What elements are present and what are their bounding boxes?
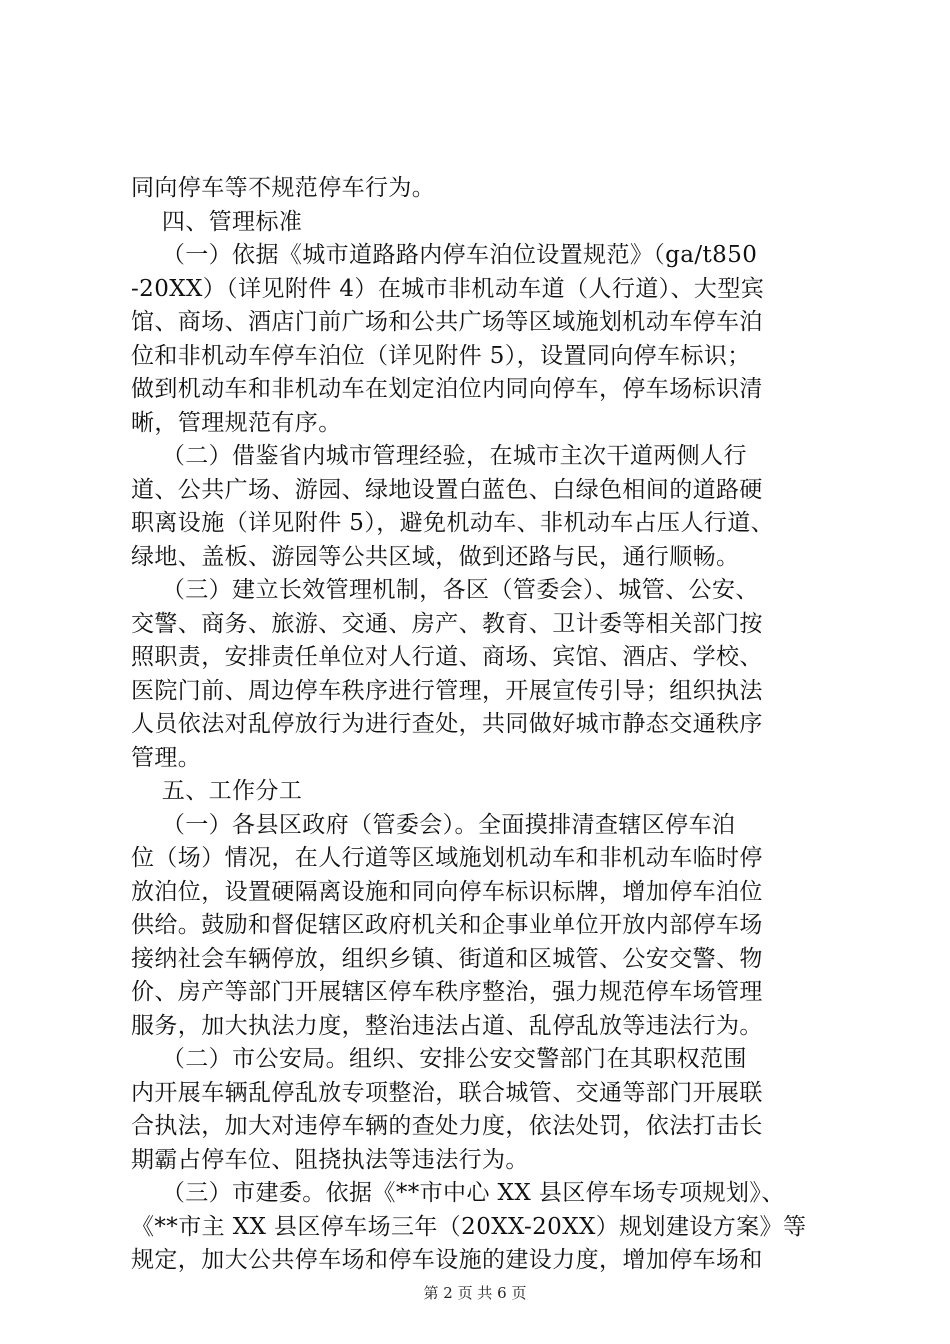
text-line: 供给。鼓励和督促辖区政府机关和企事业单位开放内部停车场 bbox=[131, 912, 763, 938]
text-line: 馆、商场、酒店门前广场和公共广场等区域施划机动车停车泊 bbox=[131, 309, 763, 335]
text-line: 绿地、盖板、游园等公共区域，做到还路与民，通行顺畅。 bbox=[131, 543, 740, 570]
text-line: 服务，加大执法力度，整治违法占道、乱停乱放等违法行为。 bbox=[131, 1012, 763, 1039]
text-line: （一）依据《城市道路路内停车泊位设置规范》（ga/t850 bbox=[131, 242, 758, 268]
text-line: -20XX）（详见附件 4）在城市非机动车道（人行道）、大型宾 bbox=[131, 275, 765, 302]
text-line: 合执法，加大对违停车辆的查处力度，依法处罚，依法打击长 bbox=[131, 1113, 763, 1139]
text-line: 位和非机动车停车泊位（详见附件 5），设置同向停车标识； bbox=[131, 342, 751, 369]
text-line: 放泊位，设置硬隔离设施和同向停车标识标牌，增加停车泊位 bbox=[131, 878, 763, 905]
text-line: （三）市建委。依据《**市中心 XX 县区停车场专项规划》、 bbox=[131, 1180, 785, 1206]
text-line: （三）建立长效管理机制，各区（管委会）、城管、公安、 bbox=[131, 577, 759, 603]
text-line: 同向停车等不规范停车行为。 bbox=[131, 175, 436, 201]
text-line: 人员依法对乱停放行为进行查处，共同做好城市静态交通秩序 bbox=[131, 711, 763, 737]
text-line: 交警、商务、旅游、交通、房产、教育、卫计委等相关部门按 bbox=[131, 610, 763, 637]
section-heading: 四、管理标准 bbox=[131, 208, 303, 235]
text-line: （二）借鉴省内城市管理经验，在城市主次干道两侧人行 bbox=[131, 443, 747, 469]
text-line: 晰，管理规范有序。 bbox=[131, 409, 342, 436]
text-line: 内开展车辆乱停乱放专项整治，联合城管、交通等部门开展联 bbox=[131, 1079, 763, 1106]
text-line: 管理。 bbox=[131, 744, 202, 771]
text-line: （二）市公安局。组织、安排公安交警部门在其职权范围 bbox=[131, 1046, 747, 1072]
text-line: 照职责，安排责任单位对人行道、商场、宾馆、酒店、学校、 bbox=[131, 644, 763, 670]
text-line: （一）各县区政府（管委会）。全面摸排清查辖区停车泊 bbox=[131, 811, 736, 838]
document-body bbox=[131, 172, 831, 1278]
text-line: 位（场）情况，在人行道等区域施划机动车和非机动车临时停 bbox=[131, 845, 763, 871]
text-line: 价、房产等部门开展辖区停车秩序整治，强力规范停车场管理 bbox=[131, 979, 763, 1005]
text-line: 《**市主 XX 县区停车场三年（20XX-20XX）规划建设方案》等 bbox=[131, 1213, 807, 1240]
text-line: 做到机动车和非机动车在划定泊位内同向停车，停车场标识清 bbox=[131, 376, 763, 402]
text-line: 医院门前、周边停车秩序进行管理，开展宣传引导；组织执法 bbox=[131, 677, 763, 704]
text-line: 职离设施（详见附件 5），避免机动车、非机动车占压人行道、 bbox=[131, 510, 775, 536]
section-heading: 五、工作分工 bbox=[131, 778, 303, 804]
text-line: 规定，加大公共停车场和停车设施的建设力度，增加停车场和 bbox=[131, 1247, 763, 1273]
page-footer: 第 2 页 共 6 页 bbox=[423, 1284, 527, 1302]
text-line: 道、公共广场、游园、绿地设置白蓝色、白绿色相间的道路硬 bbox=[131, 476, 763, 503]
text-line: 接纳社会车辆停放，组织乡镇、街道和区城管、公安交警、物 bbox=[131, 945, 763, 972]
text-line: 期霸占停车位、阻挠执法等违法行为。 bbox=[131, 1146, 529, 1173]
